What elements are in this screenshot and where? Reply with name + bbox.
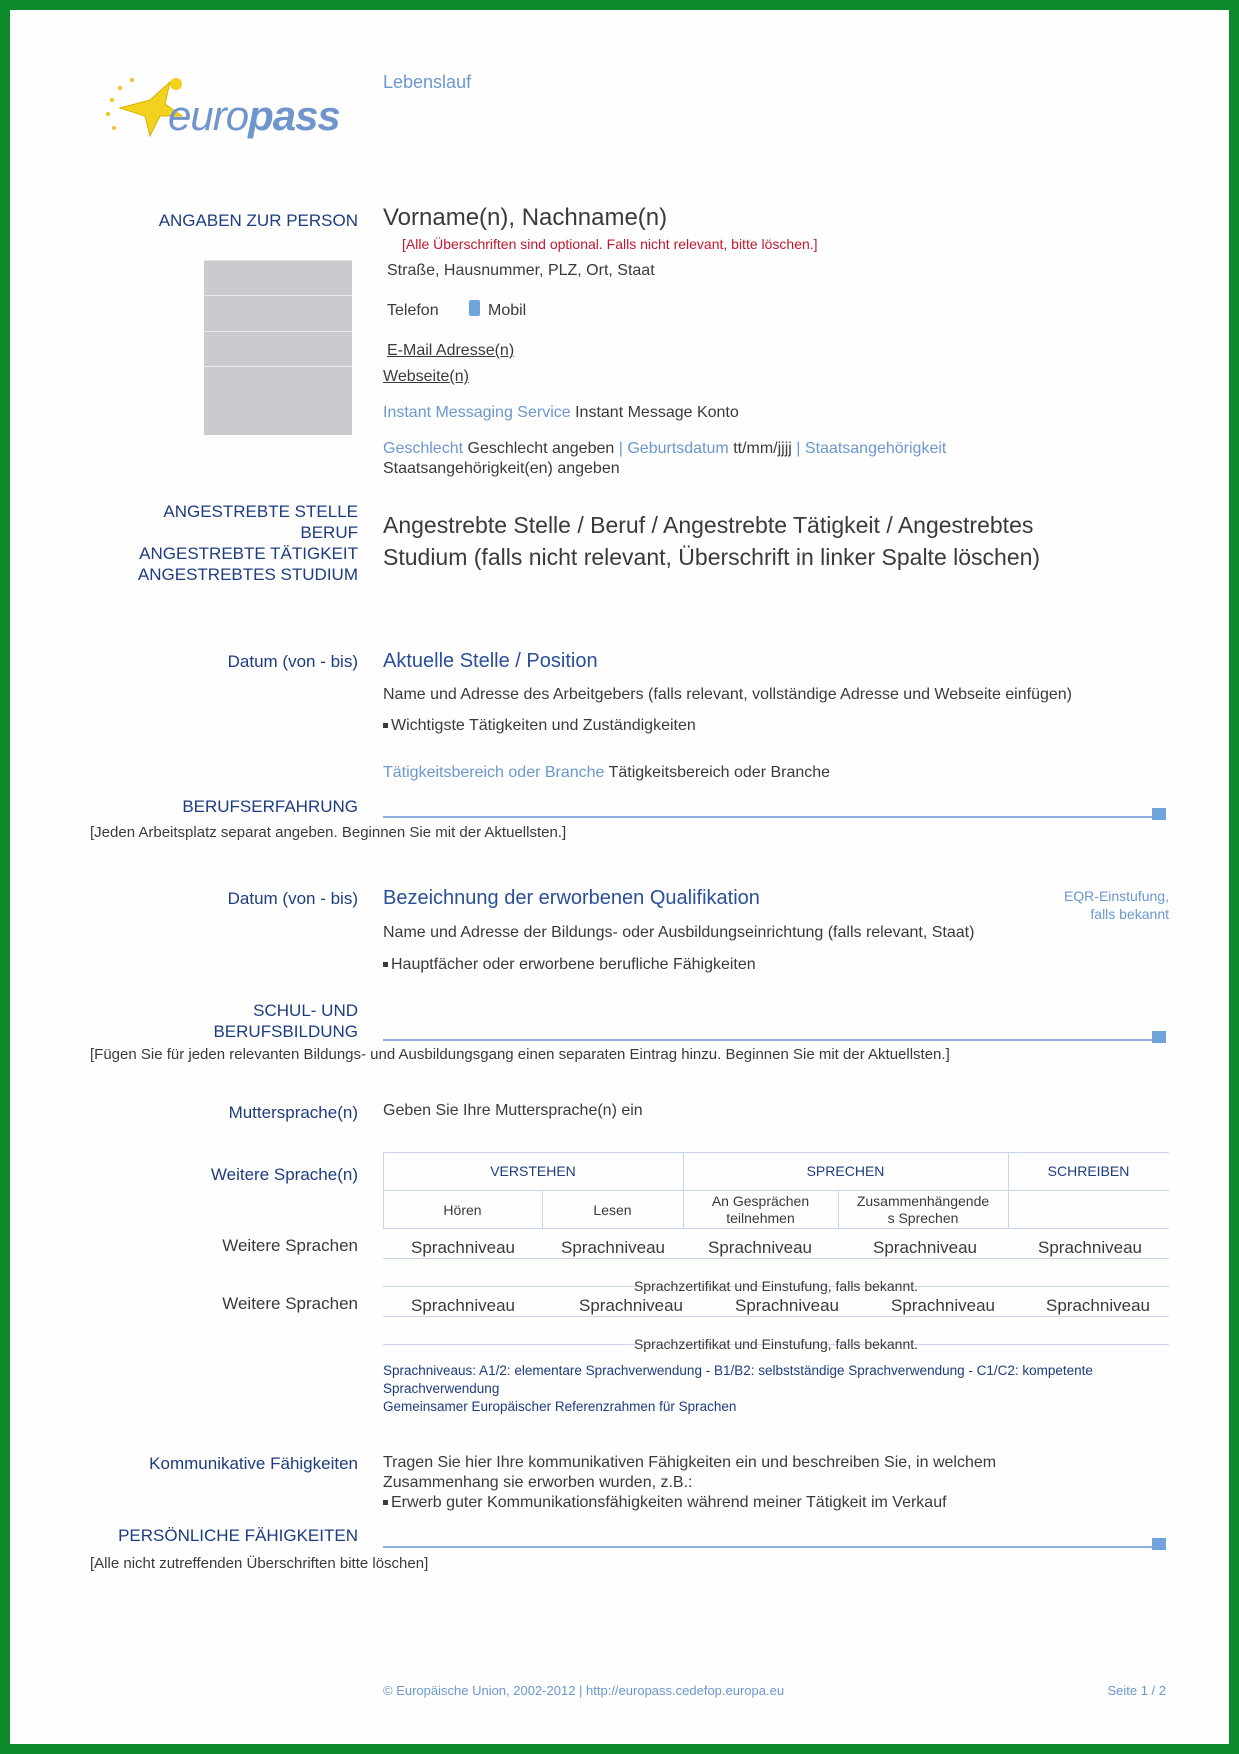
email-link[interactable]: E-Mail Adresse(n) — [387, 342, 515, 359]
education-date-label: Datum (von - bis) — [227, 889, 358, 908]
gender-value: Geschlecht angeben — [467, 440, 615, 457]
target-label-1: ANGESTREBTE STELLE — [163, 502, 358, 521]
current-position: Aktuelle Stelle / Position — [383, 650, 598, 672]
sector-value: Tätigkeitsbereich oder Branche — [608, 764, 831, 781]
certificate-note: Sprachzertifikat und Einstufung, falls bekannt. — [633, 1336, 919, 1352]
target-text-1: Angestrebte Stelle / Beruf / Angestrebte Tätigkeit / Angestrebtes — [383, 512, 1034, 538]
level-legend — [383, 1362, 1093, 1416]
separator: | — [618, 440, 623, 457]
europass-logo — [90, 70, 340, 150]
header-speaking: SPRECHEN — [806, 1163, 885, 1179]
section-rule — [383, 816, 1166, 818]
person-name: Vorname(n), Nachname(n) — [383, 204, 668, 231]
personal-skills-section-label: PERSÖNLICHE FÄHIGKEITEN — [118, 1526, 358, 1545]
experience-date-label: Datum (von - bis) — [227, 652, 358, 671]
language-row-label: Weitere Sprachen — [222, 1236, 358, 1255]
level-writing: Sprachniveau — [1038, 1238, 1142, 1257]
communication-skills-bullet — [383, 1493, 996, 1513]
cv-page — [10, 10, 1229, 1744]
education-section-label-1: SCHUL- UND — [253, 1001, 358, 1020]
communication-skills-bullet-text: Erwerb guter Kommunikationsfähigkeiten während meiner Tätigkeit im Verkauf — [391, 1494, 947, 1511]
communication-skills-line-2: Zusammenhang sie erworben wurden, z.B.: — [383, 1474, 693, 1491]
section-marker-icon — [1152, 808, 1166, 820]
mother-tongue-value: Geben Sie Ihre Muttersprache(n) ein — [383, 1102, 643, 1119]
header-writing: SCHREIBEN — [1047, 1163, 1130, 1179]
target-label-3: ANGESTREBTE TÄTIGKEIT — [139, 544, 358, 563]
sector-line — [383, 764, 830, 782]
level-listening: Sprachniveau — [411, 1238, 515, 1257]
sub-production-line-2: s Sprechen — [887, 1210, 959, 1226]
level-legend-line-2: Sprachverwendung — [383, 1381, 500, 1396]
level-interaction: Sprachniveau — [735, 1296, 839, 1315]
sub-listening: Hören — [443, 1202, 482, 1218]
sector-label: Tätigkeitsbereich oder Branche — [383, 764, 605, 781]
website-link[interactable]: Webseite(n) — [383, 368, 469, 385]
eqr-label-2: falls bekannt — [1090, 906, 1169, 922]
experience-bullet — [383, 717, 696, 735]
header-understanding: VERSTEHEN — [490, 1163, 576, 1179]
target-label-4: ANGESTREBTES STUDIUM — [137, 565, 358, 584]
gender-label: Geschlecht — [383, 440, 464, 457]
section-rule — [383, 1039, 1166, 1041]
im-label: Instant Messaging Service — [383, 404, 571, 421]
table-rule — [383, 1228, 1169, 1229]
experience-note: [Jeden Arbeitsplatz separat angeben. Beginnen Sie mit der Aktuellsten.] — [90, 824, 567, 841]
sub-production-line-1: Zusammenhängende — [856, 1193, 990, 1209]
optional-hint: [Alle Überschriften sind optional. Falls nicht relevant, bitte löschen.] — [402, 236, 818, 252]
level-reading: Sprachniveau — [561, 1238, 665, 1257]
sub-reading: Lesen — [593, 1202, 632, 1218]
level-legend-line-1: Sprachniveaus: A1/2: elementare Sprachverwendung - B1/B2: selbstständige Sprachverwendung - C1/C2: kompetente — [383, 1363, 1093, 1378]
birthdate-label: Geburtsdatum — [627, 440, 729, 457]
skills-note: [Alle nicht zutreffenden Überschriften bitte löschen] — [90, 1555, 429, 1572]
education-note: [Fügen Sie für jeden relevanten Bildungs- und Ausbildungsgang einen separaten Eintrag hinzu. Beginnen Sie mit der Aktuellsten.] — [90, 1046, 950, 1063]
mobile-phone-icon — [469, 300, 480, 316]
document-title: Lebenslauf — [383, 72, 472, 92]
other-languages-label: Weitere Sprache(n) — [210, 1165, 358, 1184]
sub-interaction-line-2: teilnehmen — [726, 1210, 795, 1226]
target-label-2: BERUF — [300, 523, 358, 542]
personal-section-label: ANGABEN ZUR PERSON — [158, 211, 358, 230]
communication-skills-line-1: Tragen Sie hier Ihre kommunikativen Fähigkeiten ein und beschreiben Sie, in welchem — [383, 1454, 997, 1471]
experience-bullet-text: Wichtigste Tätigkeiten und Zuständigkeiten — [391, 717, 696, 734]
im-line — [383, 404, 739, 422]
communication-skills-text — [383, 1453, 996, 1513]
bullet-icon — [383, 962, 388, 967]
table-rule — [383, 1316, 1169, 1317]
employer: Name und Adresse des Arbeitgebers (falls relevant, vollständige Adresse und Webseite einfügen) — [383, 686, 1072, 703]
institution: Name und Adresse der Bildungs- oder Ausbildungseinrichtung (falls relevant, Staat) — [383, 924, 975, 941]
communication-skills-label: Kommunikative Fähigkeiten — [149, 1454, 358, 1473]
education-bullet-text: Hauptfächer oder erworbene berufliche Fähigkeiten — [391, 956, 756, 973]
table-rule — [383, 1152, 1169, 1153]
table-rule — [383, 1190, 1169, 1191]
section-marker-icon — [1152, 1538, 1166, 1550]
language-row-label: Weitere Sprachen — [222, 1294, 358, 1313]
level-reading: Sprachniveau — [579, 1296, 683, 1315]
bullet-icon — [383, 1500, 388, 1505]
im-value: Instant Message Konto — [575, 404, 739, 421]
education-section-label-2: BERUFSBILDUNG — [213, 1022, 358, 1041]
mobile-label: Mobil — [488, 302, 527, 319]
sub-interaction-line-1: An Gesprächen — [711, 1193, 810, 1209]
level-interaction: Sprachniveau — [708, 1238, 812, 1257]
table-rule — [383, 1258, 1169, 1259]
sub-interaction — [683, 1193, 838, 1227]
level-writing: Sprachniveau — [1046, 1296, 1150, 1315]
level-production: Sprachniveau — [891, 1296, 995, 1315]
footer-copyright: © Europäische Union, 2002-2012 | http://europass.cedefop.europa.eu — [383, 1683, 785, 1698]
cefr-link[interactable]: Gemeinsamer Europäischer Referenzrahmen für Sprachen — [383, 1399, 737, 1414]
address: Straße, Hausnummer, PLZ, Ort, Staat — [387, 262, 655, 279]
phone-label: Telefon — [387, 302, 439, 319]
demographics-line — [383, 440, 946, 458]
logo-text-euro: euro — [168, 92, 249, 139]
qualification-title: Bezeichnung der erworbenen Qualifikation — [383, 887, 760, 909]
level-production: Sprachniveau — [873, 1238, 977, 1257]
logo-text-pass: pass — [248, 92, 340, 139]
nationality-label: Staatsangehörigkeit — [804, 440, 947, 457]
mother-tongue-label: Muttersprache(n) — [228, 1103, 358, 1122]
sub-production — [838, 1193, 1008, 1227]
level-listening: Sprachniveau — [411, 1296, 515, 1315]
footer-page-number: Seite 1 / 2 — [1107, 1683, 1166, 1698]
education-bullet — [383, 956, 756, 974]
eqr-label-1: EQR-Einstufung, — [1063, 888, 1169, 904]
section-rule — [383, 1546, 1166, 1548]
separator: | — [796, 440, 801, 457]
certificate-note: Sprachzertifikat und Einstufung, falls bekannt. — [633, 1278, 919, 1294]
nationality-value: Staatsangehörigkeit(en) angeben — [383, 460, 620, 477]
experience-section-label: BERUFSERFAHRUNG — [182, 797, 358, 816]
birthdate-value: tt/mm/jjjj — [733, 440, 792, 457]
photo-placeholder — [204, 260, 352, 435]
bullet-icon — [383, 723, 388, 728]
target-text-2: Studium (falls nicht relevant, Überschrift in linker Spalte löschen) — [383, 544, 1041, 570]
section-marker-icon — [1152, 1031, 1166, 1043]
